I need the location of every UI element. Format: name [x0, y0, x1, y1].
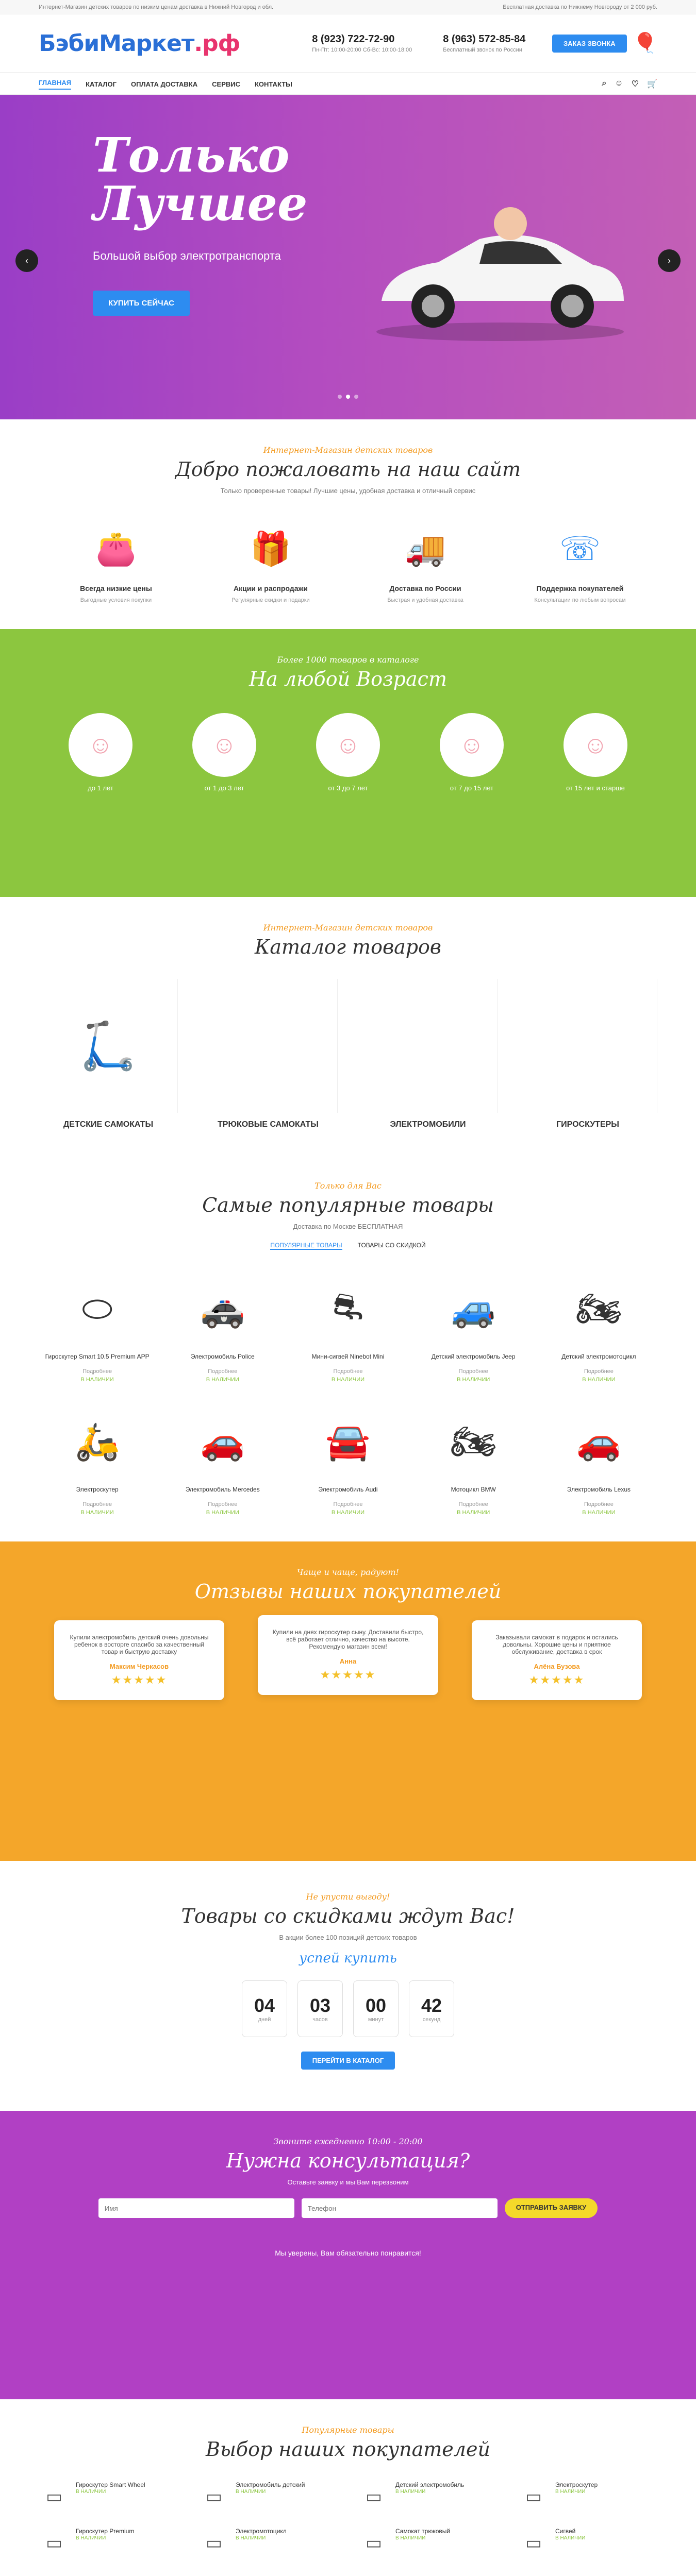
product-image: 🚘: [325, 1421, 371, 1462]
ages-script: Более 1000 товаров в каталоге: [277, 655, 419, 665]
product-more[interactable]: Подробнее: [208, 1501, 238, 1507]
product-card[interactable]: [39, 1265, 156, 1383]
wishlist-icon[interactable]: ♡: [631, 80, 639, 89]
age-item[interactable]: ☺ до 1 лет: [69, 713, 132, 792]
timer-hours: 03 часов: [297, 1980, 343, 2037]
product-more[interactable]: Подробнее: [82, 1501, 112, 1507]
phone-2-note: Бесплатный звонок по России: [443, 47, 522, 53]
hoverboard-icon: [518, 979, 657, 1113]
buyer-product-stock: В НАЛИЧИИ: [76, 2535, 106, 2541]
product-stock: В НАЛИЧИИ: [582, 1377, 616, 1383]
nav-payment-delivery[interactable]: ОПЛАТА ДОСТАВКА: [131, 80, 198, 88]
buyer-product-stock: В НАЛИЧИИ: [395, 2535, 426, 2541]
buyer-product-name[interactable]: Гироскутер Premium: [76, 2528, 135, 2535]
welcome-section: [0, 419, 696, 629]
product-more[interactable]: Подробнее: [458, 1368, 488, 1375]
feature-prices: 👛 Всегда низкие цены Выгодные условия покупки: [59, 520, 173, 603]
buyer-product-stock: В НАЛИЧИИ: [76, 2489, 106, 2495]
review-card: Заказывали самокат в подарок и остались довольны. Хорошие цены и приятное обслуживание, доставка в срок Алёна Бузова ★★★★★: [472, 1620, 642, 1700]
gift-icon: 🎁: [250, 530, 291, 567]
slider-dots: [0, 395, 696, 399]
product-name[interactable]: Детский электромотоцикл: [561, 1353, 636, 1360]
buyer-product-name[interactable]: Самокат трюковый: [395, 2528, 451, 2535]
tab-popular[interactable]: ПОПУЛЯРНЫЕ ТОВАРЫ: [270, 1242, 342, 1249]
welcome-script: Интернет-Магазин детских товаров: [263, 445, 433, 455]
buyer-item[interactable]: [358, 2481, 498, 2512]
buyer-item[interactable]: [198, 2528, 338, 2558]
buyer-product-stock: В НАЛИЧИИ: [395, 2489, 426, 2495]
go-to-catalog-button[interactable]: ПЕРЕЙТИ В КАТАЛОГ: [301, 2052, 395, 2070]
child-avatar: ☺: [69, 713, 132, 777]
timer-days: 04 дней: [242, 1980, 287, 2037]
buyer-product-name[interactable]: Гироскутер Smart Wheel: [76, 2481, 145, 2488]
child-avatar: ☺: [564, 713, 627, 777]
ages-section: [0, 629, 696, 897]
search-icon[interactable]: ⌕: [602, 79, 607, 88]
hero-buy-button[interactable]: КУПИТЬ СЕЙЧАС: [93, 291, 190, 316]
child-avatar: ☺: [440, 713, 504, 777]
logo[interactable]: БэбиМаркет.рф: [39, 30, 240, 57]
buyer-product-stock: В НАЛИЧИИ: [236, 2489, 266, 2495]
product-more[interactable]: Подробнее: [458, 1501, 488, 1507]
product-name[interactable]: Электромобиль Police: [190, 1353, 255, 1360]
support-icon: ☏: [559, 530, 601, 567]
wallet-icon: 👛: [95, 530, 137, 567]
nav-catalog[interactable]: КАТАЛОГ: [86, 80, 117, 88]
submit-request-button[interactable]: ОТПРАВИТЬ ЗАЯВКУ: [505, 2198, 598, 2218]
product-name[interactable]: Электромобиль Mercedes: [185, 1486, 260, 1493]
buyer-product-name[interactable]: Электроскутер: [555, 2481, 598, 2488]
topbar-right-text: Бесплатная доставка по Нижнему Новгороду от 2 000 руб.: [503, 4, 657, 10]
welcome-title: Добро пожаловать на наш сайт: [175, 458, 521, 481]
nav-contacts[interactable]: КОНТАКТЫ: [255, 80, 292, 88]
product-more[interactable]: Подробнее: [333, 1368, 363, 1375]
cart-icon[interactable]: 🛒: [647, 80, 657, 89]
product-more[interactable]: Подробнее: [584, 1368, 614, 1375]
product-card[interactable]: [540, 1265, 657, 1383]
buyer-item[interactable]: [39, 2481, 178, 2512]
product-card[interactable]: [164, 1398, 281, 1516]
consult-sub: Оставьте заявку и мы Вам перезвоним: [287, 2178, 409, 2186]
popular-title: Самые популярные товары: [202, 1194, 494, 1216]
buyer-item[interactable]: [358, 2528, 498, 2558]
product-image: ⛐: [332, 1286, 364, 1327]
product-card[interactable]: [39, 1398, 156, 1516]
hero-subtitle: Большой выбор электротранспорта: [93, 249, 281, 262]
product-stock: В НАЛИЧИИ: [331, 1510, 365, 1516]
buyer-product-name[interactable]: Детский электромобиль: [395, 2481, 465, 2488]
phone-1-number[interactable]: 8 (923) 722-72-90: [312, 33, 395, 45]
rating-stars: ★★★★★: [528, 1673, 585, 1686]
countdown-timer: [39, 1980, 657, 2037]
child-avatar: ☺: [192, 713, 256, 777]
header: [0, 14, 696, 72]
product-more[interactable]: Подробнее: [333, 1501, 363, 1507]
product-name[interactable]: Мини-сигвей Ninebot Mini: [311, 1353, 385, 1360]
product-card[interactable]: [415, 1398, 532, 1516]
callback-button[interactable]: ЗАКАЗ ЗВОНКА: [552, 35, 627, 53]
slider-dot[interactable]: [338, 395, 342, 399]
product-thumb: ▭: [45, 2533, 63, 2553]
slider-dot[interactable]: [354, 395, 358, 399]
product-stock: В НАЛИЧИИ: [80, 1510, 114, 1516]
ages-title: На любой Возраст: [249, 668, 447, 690]
product-name[interactable]: Электроскутер: [76, 1486, 119, 1493]
sale-sub: В акции более 100 позиций детских товаров: [279, 1934, 417, 1941]
buyer-item[interactable]: [518, 2528, 657, 2558]
callback-form: [39, 2198, 657, 2218]
phone-2[interactable]: [443, 33, 525, 53]
product-card[interactable]: [540, 1398, 657, 1516]
product-image: 🏍: [575, 1289, 622, 1329]
product-image: 🚙: [451, 1289, 496, 1329]
catalog-title: Каталог товаров: [254, 936, 442, 958]
product-name[interactable]: Электромобиль Lexus: [567, 1486, 631, 1493]
reviews-script: Чаще и чаще, радуют!: [297, 1567, 399, 1577]
category-trick-scooters[interactable]: ТРЮКОВЫЕ САМОКАТЫ: [198, 979, 338, 1129]
feature-delivery: 🚚 Доставка по России Быстрая и удобная доставка: [369, 520, 482, 603]
popular-section: [0, 1155, 696, 1541]
product-stock: В НАЛИЧИИ: [457, 1510, 490, 1516]
buyers-section: [0, 2399, 696, 2576]
popular-script: Только для Вас: [314, 1181, 382, 1191]
product-stock: В НАЛИЧИИ: [457, 1377, 490, 1383]
product-card[interactable]: [164, 1265, 281, 1383]
sale-title: Товары со скидками ждут Вас!: [181, 1905, 515, 1927]
name-field[interactable]: [98, 2198, 294, 2218]
buyer-product-name[interactable]: Электромотоцикл: [236, 2528, 287, 2535]
product-image: 🛵: [75, 1421, 120, 1462]
product-thumb: ▭: [365, 2533, 383, 2553]
product-thumb: ▭: [525, 2533, 542, 2553]
consult-title: Нужна консультация?: [226, 2149, 470, 2172]
slider-dot[interactable]: [346, 395, 350, 399]
slider-prev-button[interactable]: ‹: [15, 249, 38, 272]
catalog-section: [0, 897, 696, 1155]
buyers-script: Популярные товары: [302, 2425, 394, 2435]
product-stock: В НАЛИЧИИ: [80, 1377, 114, 1383]
product-stock: В НАЛИЧИИ: [331, 1377, 365, 1383]
buyers-title: Выбор наших покупателей: [206, 2438, 490, 2461]
feature-sales: 🎁 Акции и распродажи Регулярные скидки и подарки: [214, 520, 327, 603]
product-more[interactable]: Подробнее: [82, 1368, 112, 1375]
timer-minutes: 00 минут: [353, 1980, 399, 2037]
phone-1-hours: Пн-Пт: 10:00-20:00 Сб-Вс: 10:00-18:00: [312, 47, 412, 53]
buyer-item[interactable]: [198, 2481, 338, 2512]
product-image: 🏍: [450, 1421, 496, 1462]
hero-slider: [0, 95, 696, 419]
sale-section: [0, 1861, 696, 2111]
truck-icon: 🚚: [405, 530, 446, 567]
buyer-product-name[interactable]: Электромобиль детский: [236, 2481, 305, 2488]
phone-field[interactable]: [302, 2198, 498, 2218]
car-image: [366, 203, 634, 347]
review-card: Купили электромобиль детский очень довольны ребенок в восторге спасибо за качественный товар и быструю доставку Максим Черкасов ★★★★★: [54, 1620, 224, 1700]
catalog-script: Интернет-Магазин детских товаров: [263, 923, 433, 933]
product-name[interactable]: Гироскутер Smart 10.5 Premium APP: [45, 1353, 150, 1360]
nav-service[interactable]: СЕРВИС: [212, 80, 240, 88]
age-item[interactable]: ☺ от 7 до 15 лет: [440, 713, 504, 792]
product-image: 🚓: [200, 1289, 245, 1329]
topbar-left-text: Интернет-Магазин детских товаров по низким ценам доставка в Нижний Новгород и обл.: [39, 4, 274, 10]
child-avatar: ☺: [316, 713, 380, 777]
review-card: Купили на днях гироскутер сыну. Доставили быстро, всё работает отлично, качество на высоте. Рекомендую магазин всем! Анна ★★★★★: [258, 1615, 438, 1695]
product-thumb: ▭: [365, 2487, 383, 2506]
trick-scooter-icon: [198, 979, 338, 1113]
product-stock: В НАЛИЧИИ: [206, 1510, 239, 1516]
product-image: ⬭: [81, 1289, 113, 1329]
product-stock: В НАЛИЧИИ: [206, 1377, 239, 1383]
buyer-item[interactable]: [518, 2481, 657, 2512]
product-image: 🚗: [200, 1421, 245, 1462]
reviews-title: Отзывы наших покупателей: [194, 1580, 502, 1603]
slider-next-button[interactable]: ›: [658, 249, 681, 272]
phone-1[interactable]: [312, 33, 412, 53]
hero-title: Только Лучшее: [93, 127, 308, 231]
tab-discount[interactable]: ТОВАРЫ СО СКИДКОЙ: [357, 1242, 426, 1249]
buyer-product-name[interactable]: Сигвей: [555, 2528, 576, 2535]
product-card[interactable]: [289, 1398, 406, 1516]
welcome-sub: Только проверенные товары! Лучшие цены, удобная доставка и отличный сервис: [220, 487, 476, 495]
buyer-product-stock: В НАЛИЧИИ: [236, 2535, 266, 2541]
rating-stars: ★★★★★: [320, 1668, 376, 1681]
product-thumb: ▭: [45, 2487, 63, 2506]
product-thumb: ▭: [205, 2533, 223, 2553]
reviews-section: [0, 1541, 696, 1861]
timer-label: успей купить: [299, 1951, 397, 1966]
category-electric-cars[interactable]: ЭЛЕКТРОМОБИЛИ: [358, 979, 498, 1129]
category-kids-scooters[interactable]: 🛴 ДЕТСКИЕ САМОКАТЫ: [39, 979, 178, 1129]
product-more[interactable]: Подробнее: [208, 1368, 238, 1375]
product-card[interactable]: [415, 1265, 532, 1383]
product-image: 🚗: [576, 1421, 621, 1462]
consult-section: [0, 2111, 696, 2399]
product-thumb: ▭: [205, 2487, 223, 2506]
consult-note: Мы уверены, Вам обязательно понравится!: [275, 2249, 421, 2257]
age-item[interactable]: ☺ от 3 до 7 лет: [316, 713, 380, 792]
user-icon[interactable]: ☺: [615, 79, 623, 88]
scooter-icon: 🛴: [39, 979, 178, 1113]
popular-sub: Доставка по Москве БЕСПЛАТНАЯ: [293, 1223, 403, 1230]
feature-support: ☏ Поддержка покупателей Консультации по любым вопросам: [523, 520, 637, 603]
electric-car-icon: [358, 979, 498, 1113]
category-hoverboards[interactable]: ГИРОСКУТЕРЫ: [518, 979, 657, 1129]
nav-home[interactable]: ГЛАВНАЯ: [39, 79, 71, 90]
main-nav: [0, 72, 696, 95]
consult-script: Звоните ежедневно 10:00 - 20:00: [273, 2137, 423, 2146]
product-thumb: ▭: [525, 2487, 542, 2506]
timer-seconds: 42 секунд: [409, 1980, 454, 2037]
balloon-icon: 🎈: [633, 32, 657, 54]
buyer-product-stock: В НАЛИЧИИ: [555, 2535, 586, 2541]
rating-stars: ★★★★★: [111, 1673, 168, 1686]
age-item[interactable]: ☺ от 15 лет и старше: [564, 713, 627, 792]
phone-2-number[interactable]: 8 (963) 572-85-84: [443, 33, 526, 45]
product-name[interactable]: Мотоцикл BMW: [451, 1486, 496, 1493]
sale-script: Не упусти выгоду!: [306, 1892, 390, 1902]
buyer-item[interactable]: [39, 2528, 178, 2558]
topbar: [0, 0, 696, 14]
product-more[interactable]: Подробнее: [584, 1501, 614, 1507]
product-card[interactable]: [289, 1265, 406, 1383]
age-item[interactable]: ☺ от 1 до 3 лет: [192, 713, 256, 792]
product-name[interactable]: Детский электромобиль Jeep: [431, 1353, 516, 1360]
buyer-product-stock: В НАЛИЧИИ: [555, 2489, 586, 2495]
product-stock: В НАЛИЧИИ: [582, 1510, 616, 1516]
product-name[interactable]: Электромобиль Audi: [318, 1486, 378, 1493]
